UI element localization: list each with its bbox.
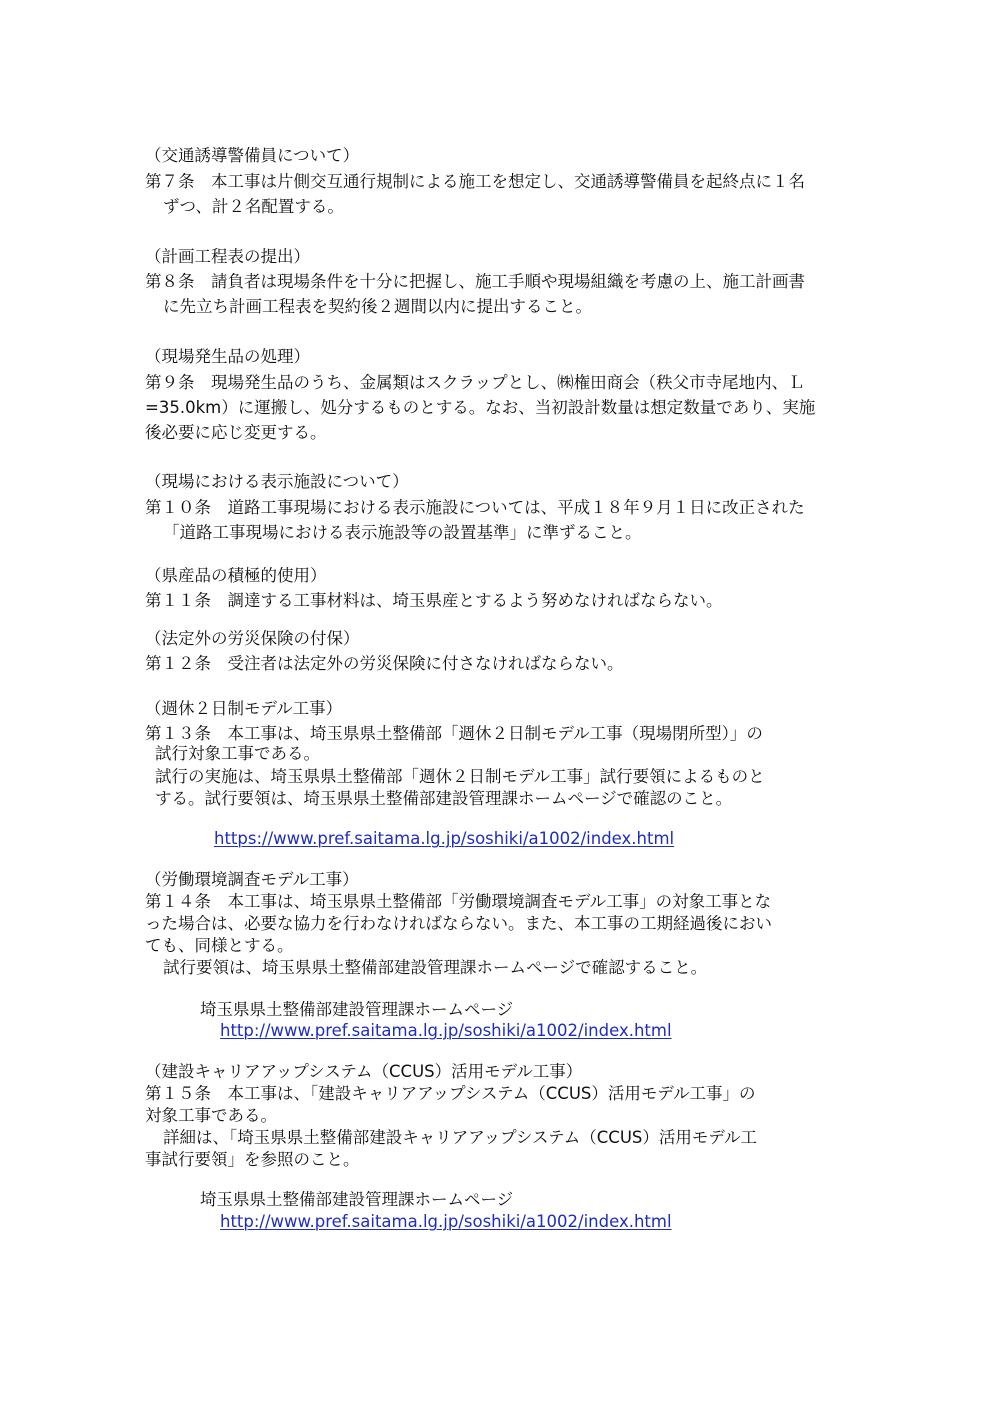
article-text-line: 第８条 請負者は現場条件を十分に把握し、施工手順や現場組織を考慮の上、施工計画書 [145,272,805,291]
article-text-line: 第１２条 受注者は法定外の労災保険に付さなければならない。 [145,654,624,673]
article-text-line: 第７条 本工事は片側交互通行規制による施工を想定し、交通誘導警備員を起終点に１名 [145,172,805,191]
article-heading: （現場における表示施設について） [145,472,409,491]
article-heading: （建設キャリアアップシステム（CCUS）活用モデル工事） [145,1062,583,1081]
article-text-line: 試行対象工事である。 [155,744,320,763]
article-text-line: った場合は、必要な協力を行わなければならない。また、本工事の工期経過後におい [145,914,772,933]
article-text-line: 対象工事である。 [145,1106,277,1125]
model-work-link[interactable]: https://www.pref.saitama.lg.jp/soshiki/a1002/index.html [214,829,675,848]
article-text-line: 第１４条 本工事は、埼玉県県土整備部「労働環境調査モデル工事」の対象工事とな [145,892,772,911]
article-text-line: に先立ち計画工程表を契約後２週間以内に提出すること。 [163,297,592,316]
article-text-line: ても、同様とする。 [145,936,294,955]
article-text-line: =35.0km）に運搬し、処分するものとする。なお、当初設計数量は想定数量であり、実施 [145,398,816,417]
link-label: 埼玉県県土整備部建設管理課ホームページ [200,1190,514,1209]
article-text-line: する。試行要領は、埼玉県県土整備部建設管理課ホームページで確認のこと。 [155,789,733,808]
article-heading: （交通誘導警備員について） [145,146,360,165]
article-text-line: 第１０条 道路工事現場における表示施設については、平成１８年９月１日に改正された [145,498,805,517]
article-text-line: 第１３条 本工事は、埼玉県県土整備部「週休２日制モデル工事（現場閉所型）」の [145,724,763,743]
article-heading: （現場発生品の処理） [145,347,310,366]
article-heading: （県産品の積極的使用） [145,566,327,585]
management-division-link[interactable]: http://www.pref.saitama.lg.jp/soshiki/a1002/index.html [220,1212,672,1231]
article-heading: （週休２日制モデル工事） [145,699,343,718]
article-heading: （法定外の労災保険の付保） [145,629,360,648]
article-text-line: 試行の実施は、埼玉県県土整備部「週休２日制モデル工事」試行要領によるものと [155,767,765,786]
article-text-line: 後必要に応じ変更する。 [145,423,327,442]
article-text-line: 試行要領は、埼玉県県土整備部建設管理課ホームページで確認すること。 [163,958,708,977]
article-text-line: 第９条 現場発生品のうち、金属類はスクラップとし、㈱権田商会（秩父市寺尾地内、Ｌ [145,373,805,392]
article-text-line: 第１５条 本工事は、「建設キャリアアップシステム（CCUS）活用モデル工事」の [145,1084,756,1103]
article-heading: （労働環境調査モデル工事） [145,870,359,889]
article-text-line: 「道路工事現場における表示施設等の設置基準」に準ずること。 [163,523,642,542]
article-text-line: ずつ、計２名配置する。 [163,197,344,216]
article-text-line: 第１１条 調達する工事材料は、埼玉県産とするよう努めなければならない。 [145,591,723,610]
article-text-line: 詳細は、「埼玉県県土整備部建設キャリアアップシステム（CCUS）活用モデル工 [163,1128,758,1147]
link-label: 埼玉県県土整備部建設管理課ホームページ [200,1000,514,1019]
article-text-line: 事試行要領」を参照のこと。 [145,1150,360,1169]
article-heading: （計画工程表の提出） [145,247,310,266]
management-division-link[interactable]: http://www.pref.saitama.lg.jp/soshiki/a1002/index.html [220,1021,672,1040]
